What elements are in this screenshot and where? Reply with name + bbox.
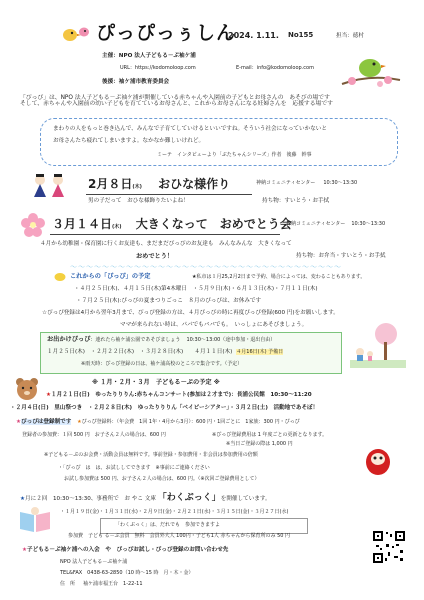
waku-box: [100, 518, 308, 534]
mar14-desc-2: おめでとう！: [136, 253, 174, 260]
contact-tel: TEL&FAX 0438-63-2850（10 時～15 時 月・木・金）: [60, 570, 194, 576]
contact-address: 住 所 袖ケ浦市福王台 1-22-11: [60, 581, 143, 587]
waku-line: ★月に２回 10:30～13:30、事務所で お やこ 文庫 「わくぶっく」を開催しています。: [20, 493, 271, 503]
registration-row-4: ※子どもる－ぷのお会費・活動会員は無料です。事前登録・参加費用・非会員は参加費用の倍額: [44, 452, 258, 458]
schedule-note: ★私市は１月25,2月2日まで予約、場合によっては、変わることもあります。: [192, 274, 366, 280]
family-picnic-icon: [346, 322, 410, 372]
schedule-row-2: ・７月２５日(木):ぴっぴの夏まつりごっこ ８月のぴっぴは、お休みです: [76, 298, 262, 304]
waku-desc: 「わくぶっく」は、だれでも 参加できますよ: [115, 522, 221, 528]
registration-row-2: ※ぴっぴ登録費用は 1 年度ごとの更新となります。: [212, 432, 328, 438]
kodomo-item-2: ・２月４日(日) 里山祭つき ・２月２８日(木) ゆったりりりん「ベイビーシアター」・３月２日(土) 活動地であそぼ！: [10, 405, 319, 411]
quote-line-2: お母さんたち疲れてしまいますよ。なかなか難しいけれど。: [53, 138, 205, 144]
schedule-heading: これからの「ぴっぴ」の予定: [70, 273, 151, 280]
mar14-heading: ３月１４日(木) 大きくなって おめでとう会: [52, 217, 292, 231]
url-line: URL：https://kodomoloop.com: [120, 65, 196, 71]
schedule-row-4: ママが来られない時は、パパでもババでも。 いっしょにあそびましょう。: [120, 322, 308, 328]
schedule-row-1: ・４月２５日(木)、４月１５日(木)第4木曜日 ・５月９日(木)・６月１３日(木)・７月１１日(木): [74, 286, 318, 292]
bear-icon: [12, 376, 42, 402]
quote-source: ミーテ インタビューより「ぶたちゃんシリーズ」作者 後藤 幹事: [157, 152, 312, 158]
book-icon: [18, 506, 52, 534]
lemon-icon: [54, 272, 66, 282]
website-link[interactable]: https://kodomoloop.com: [134, 65, 196, 71]
kodomo-item-1: ★１月２１日(日) ゆったりりりん:赤ちゃんコンサート(参加は２才まで)：長浦公民館 10:30～11:20: [46, 392, 312, 398]
person-in-charge: 担当：徳村: [336, 33, 364, 39]
feb8-venue: 神納コミュニティセンター 10:30～13:30: [256, 180, 358, 186]
contact-org: NPO 法人子どもる－ぷ袖ケ浦: [60, 559, 128, 565]
registration-row-5: ・「ぴっぴ は は、お試ししてできます ※事前にご連絡ください: [58, 465, 210, 471]
kodomo-heading: ※ １月・２月・３月 子どもる－ぷの予定 ※: [92, 379, 220, 386]
issue-date: 2024. 1.11.: [228, 31, 279, 40]
registration-row-3: ※当日ご登録の際は 1,000 円: [226, 441, 293, 447]
intro-text: 「ぴっぴ」は、NPO 法人子どもる－ぷ袖ケ浦が開催している赤ちゃんや入園前の子どもとお母さんの あそびの場です そして、赤ちゃんや入園前の幼い子どもを育てているお母さんと、これからお母さんになる妊婦さんを 応援する場です: [20, 95, 333, 107]
logo-birds-icon: [62, 24, 90, 42]
schedule-row-3: ☆ぴっぴ登録は4月から翌年3月まで、ぴっぴ登録の方は、４月ぴっぴの時に再度ぴっぴ登録(600 円)をお願いします。: [42, 310, 339, 316]
odekake-dates: １月２５日(木) ・２月２２日(木) ・３月２８日(木) ４月１１日(木) ４月16日(木) 予備日: [47, 349, 284, 355]
quote-line-1: まわりの人をもっと巻き込んで、みんなで子育てしていけるといいですね。そういう社会になっていかないと: [53, 126, 327, 132]
qr-code-icon[interactable]: [372, 530, 406, 564]
bird-on-branch-icon: [340, 50, 402, 92]
wavy-divider: ～～～～～～～～～～～～～～～～～～～～～～～～～～～～～～～～～～: [70, 263, 342, 271]
feb8-desc: 男の子だって おひな様飾りたいよね！: [88, 198, 189, 204]
mar14-desc-1: ４月から幼稚園・保育園に行くお友達も、まだまだぴっぴのお友達も みんなみんな 大きくなって: [40, 241, 292, 247]
registration-row-1: 登録者の参加費：１回 500 円 お子さん２人の場合は、600 円: [22, 432, 166, 438]
odekake-note: ※雨天時：ぴっぴ登録の日は、袖ケ浦高校のところで集合です。（予定）: [81, 361, 243, 367]
mar14-bring: 持ち物：お弁当・すいとう・お手拭: [296, 253, 386, 259]
page-title: ぴっぴっぅしん: [96, 22, 237, 44]
issue-number: No155: [288, 31, 314, 39]
sakura-icon: [20, 212, 46, 238]
sponsor-line: 主催：NPO 法人子どもる－ぷ袖ケ浦: [102, 53, 196, 59]
contact-heading: ★子どもる－ぷ袖ケ浦への入会 や ぴっぴお試し・ぴっぴ登録のお問い合わせ先: [22, 547, 229, 553]
waku-fee: 参加費 子ども る－ぷ会員 無料 会員外大人 100円・子ども1人 赤ちゃんから保育所のみ 50 円: [68, 533, 291, 539]
daruma-icon: [364, 446, 392, 476]
email-line: E-mail：info@kodomoloop.com: [236, 65, 314, 71]
mar14-venue: 神納コミュニティセンター 10:30～13:30: [286, 221, 386, 227]
odekake-heading: お出かけぴっぴ：連れたら袖ケ浦公園であそびましょう 10:30～13:00（途中参加・退出自由）: [47, 336, 276, 343]
email-link[interactable]: info@kodomoloop.com: [256, 65, 314, 71]
registration-title: ★ぴっぴは登録制です ★ぴっぴ登録料：（年会費 1回 1年・4月から3月）：600 円・1回ごとに 1家族：300 円・ぴっぴ: [16, 419, 300, 425]
support-line: 後援：袖ケ浦市教育委員会: [102, 79, 170, 85]
waku-dates: ・１月１９日(金)・１月３１日(水)・２月９日(金)・２月２１日(水)・３月１５日(金)・３月２７日(水): [60, 509, 289, 515]
feb8-bring: 持ち物：すいとう・お手拭: [262, 198, 330, 204]
hina-dolls-icon: [30, 172, 70, 198]
feb8-underline: [86, 194, 252, 195]
mar14-underline: [50, 234, 280, 235]
quote-box: [40, 118, 398, 166]
odekake-box: [40, 332, 342, 374]
feb8-heading: 2月８日(木) おひな様作り: [88, 177, 231, 191]
registration-row-6: お試し参加費は 500 円、お子さん２人の場合は、600 円。（※次回ご登録費用として）: [64, 476, 260, 482]
